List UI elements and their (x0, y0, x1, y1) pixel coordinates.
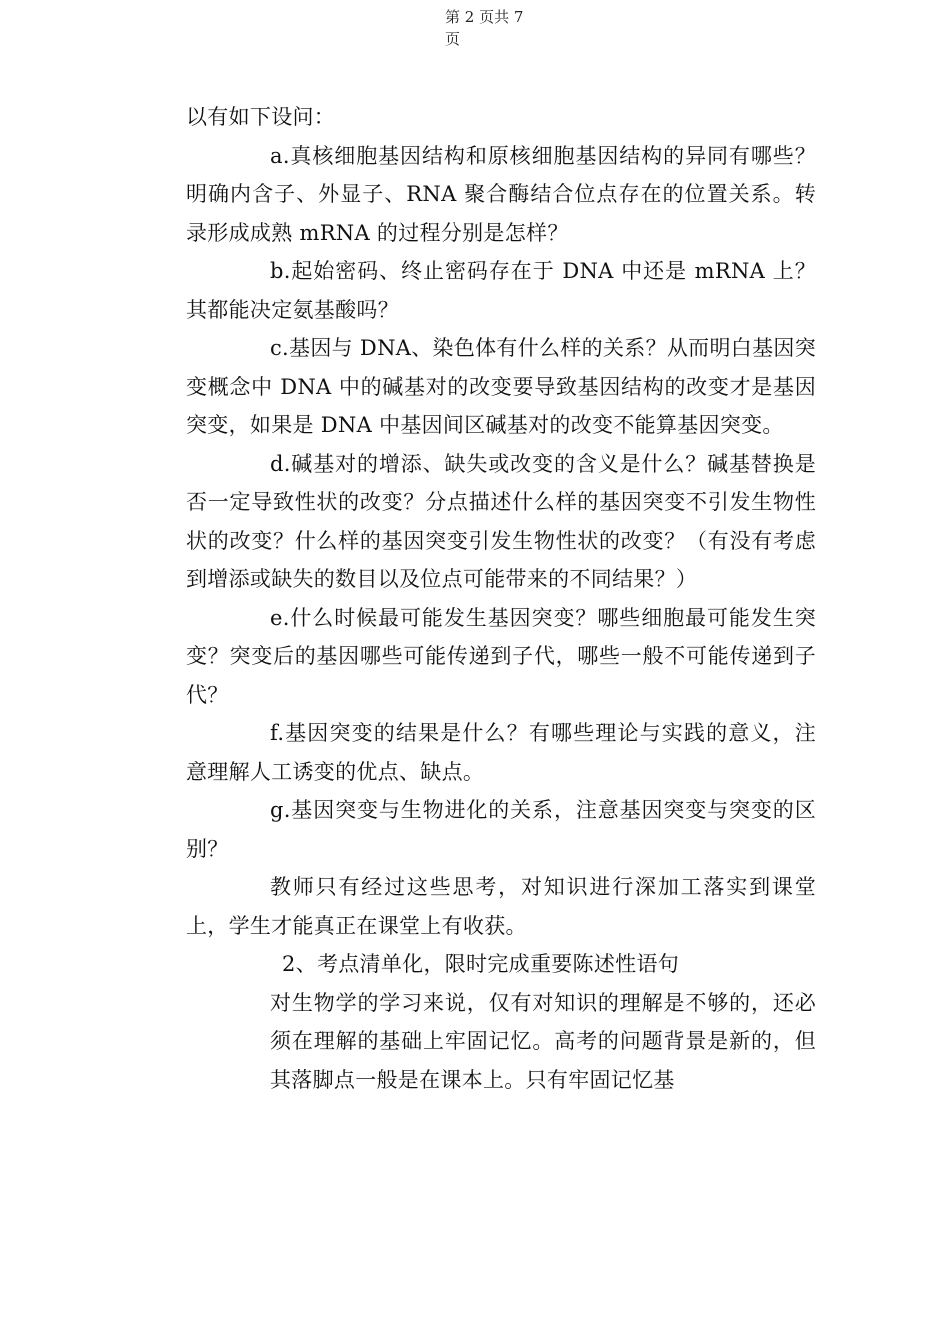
document-body (186, 98, 816, 1099)
page-header (445, 6, 555, 50)
section-title: 2、考点清单化，限时完成重要陈述性语句 (282, 952, 680, 976)
question-a: a.真核细胞基因结构和原核细胞基因结构的异同有哪些？明确内含子、外显子、RNA 聚合酶结合位点存在的位置关系。转录形成成熟 mRNA 的过程分别是怎样？ (186, 143, 816, 245)
page-number-line1: 第 2 页共 7 (445, 8, 524, 26)
question-c: c.基因与 DNA、染色体有什么样的关系？从而明白基因突变概念中 DNA 中的碱基对的改变要导致基因结构的改变才是基因突变，如果是 DNA 中基因间区碱基对的改变不能算基因突变。 (186, 336, 816, 437)
page-number-line2: 页 (445, 30, 461, 48)
question-g: g.基因突变与生物进化的关系，注意基因突变与突变的区别？ (186, 798, 816, 861)
question-f: f.基因突变的结果是什么？有哪些理论与实践的意义，注意理解人工诱变的优点、缺点。 (186, 721, 816, 784)
teacher-note: 教师只有经过这些思考，对知识进行深加工落实到课堂上，学生才能真正在课堂上有收获。 (186, 875, 816, 938)
section-body: 对生物学的学习来说，仅有对知识的理解是不够的，还必须在理解的基础上牢固记忆。高考的问题背景是新的，但其落脚点一般是在课本上。只有牢固记忆基 (270, 990, 816, 1092)
question-e: e.什么时候最可能发生基因突变？哪些细胞最可能发生突变？突变后的基因哪些可能传递到子代，哪些一般不可能传递到子代？ (186, 605, 816, 707)
question-b: b.起始密码、终止密码存在于 DNA 中还是 mRNA 上？其都能决定氨基酸吗？ (186, 259, 816, 322)
question-d: d.碱基对的增添、缺失或改变的含义是什么？碱基替换是否一定导致性状的改变？分点描述什么样的基因突变不引发生物性状的改变？什么样的基因突变引发生物性状的改变？（有没有考虑到增添或缺失的数目以及位点可能带来的不同结果？） (186, 451, 816, 591)
intro-line: 以有如下设问： (186, 105, 336, 129)
